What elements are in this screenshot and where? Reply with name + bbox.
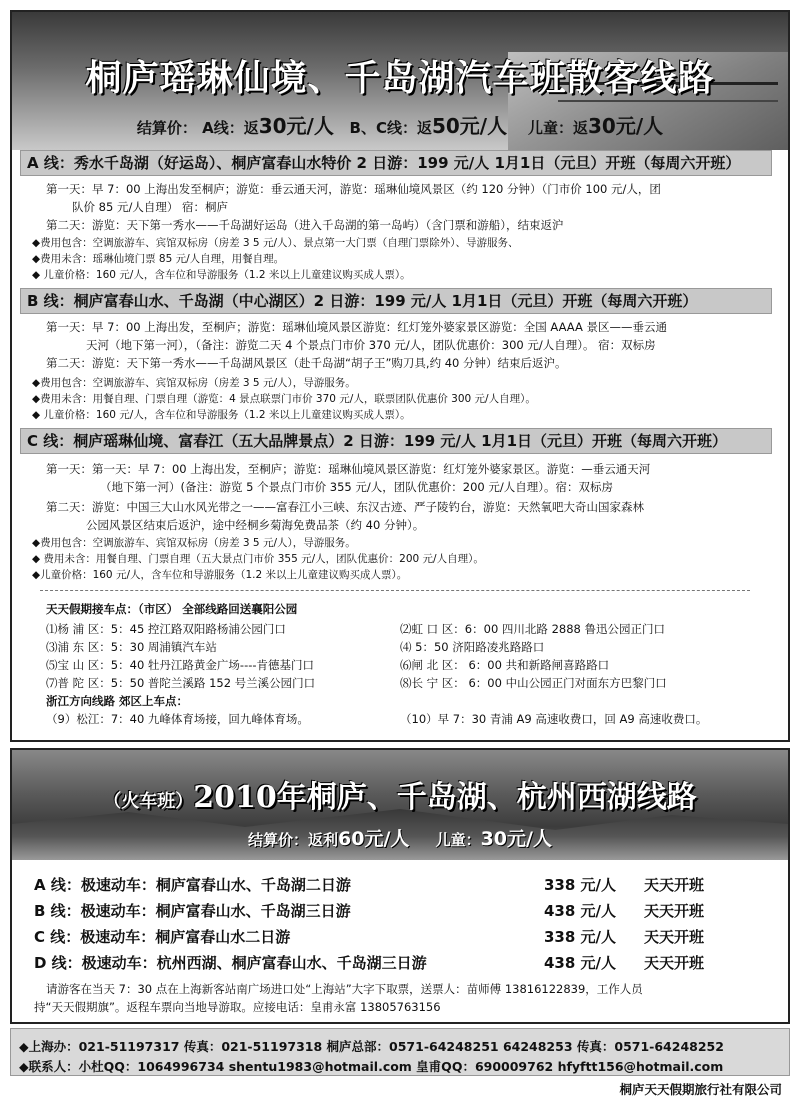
pickup-title: 天天假期接车点：（市区） 全部线路回送襄阳公园 bbox=[46, 602, 298, 616]
route-a-line: ◆费用包含：空调旅游车、宾馆双标房（房差 3 5 元/人）、景点第一大门票（自理门票除外）、导游服务、 bbox=[32, 237, 519, 249]
train-routes-price: 结算价：返利60元/人 儿童：30元/人 bbox=[248, 828, 552, 850]
train-note: 持“天天假期旗”。返程车票向当地导游取。应接电话：皇甫永富 13805763156 bbox=[34, 1000, 441, 1014]
train-route-row: B 线：极速动车：桐庐富春山水、千岛湖三日游 438 元/人 天天开班 bbox=[34, 902, 705, 920]
route-c-line: 第一天：第一天：早 7：00 上海出发，至桐庐；游览：瑶琳仙境风景区游览：红灯笼外婆家景区。游览：—垂云通天河 bbox=[46, 462, 651, 476]
section-divider bbox=[40, 590, 750, 591]
train-route-row: C 线：极速动车：桐庐富春山水二日游 338 元/人 天天开班 bbox=[34, 928, 705, 946]
pickup-point: ⑵虹 口 区：6：00 四川北路 2888 鲁迅公园正门口 bbox=[400, 622, 665, 636]
route-b-line: 第一天：早 7：00 上海出发，至桐庐；游览：瑶琳仙境风景区游览：红灯笼外婆家景区游览：全国 AAAA 景区——垂云通 bbox=[46, 320, 667, 334]
pickup-point: （10）早 7：30 青浦 A9 高速收费口，回 A9 高速收费口。 bbox=[400, 712, 708, 726]
pickup-point: ⑶浦 东 区：5：30 周浦镇汽车站 bbox=[46, 640, 217, 654]
pickup-point: ⑴杨 浦 区：5：45 控江路双阳路杨浦公园门口 bbox=[46, 622, 286, 636]
pickup-point: ⑹闸 北 区： 6：00 共和新路闸喜路路口 bbox=[400, 658, 610, 672]
route-a-line: 第二天：游览：天下第一秀水——千岛湖好运岛（进入千岛湖的第一岛屿）（含门票和游船），结束返沪 bbox=[46, 218, 564, 232]
train-route-row: A 线：极速动车：桐庐富春山水、千岛湖二日游 338 元/人 天天开班 bbox=[34, 876, 705, 894]
bus-routes-price: 结算价： A线：返30元/人 B、C线：返50元/人 儿童：返30元/人 bbox=[136, 114, 664, 138]
pickup-point: ⑺普 陀 区：5：50 普陀兰溪路 152 号兰溪公园门口 bbox=[46, 676, 316, 690]
contact-person-line: ◆联系人：小杜QQ：1064996734 shentu1983@hotmail.com 皇甫QQ：690009762 hfyftt156@hotmail.com bbox=[19, 1059, 724, 1074]
route-b-line: 天河（地下第一河），（备注：游览二天 4 个景点门市价 370 元/人，团队优惠价：300 元/人自理）。 宿：双标房 bbox=[86, 338, 656, 352]
train-routes-banner bbox=[12, 750, 788, 860]
route-a-line: 队价 85 元/人自理） 宿：桐庐 bbox=[72, 200, 228, 214]
train-route-row: D 线：极速动车：杭州西湖、桐庐富春山水、千岛湖三日游 438 元/人 天天开班 bbox=[34, 954, 705, 972]
route-a-line: 第一天：早 7：00 上海出发至桐庐；游览：垂云通天河，游览：瑶琳仙境风景区（约 120 分钟）（门市价 100 元/人，团 bbox=[46, 182, 661, 196]
bus-routes-title: 桐庐瑶琳仙境、千岛湖汽车班散客线路 bbox=[85, 57, 715, 99]
route-c-line: ◆儿童价格：160 元/人，含车位和导游服务（1.2 米以上儿童建议购买成人票）。 bbox=[32, 569, 408, 581]
pickup-point: ⑷ 5：50 济阳路凌兆路路口 bbox=[400, 640, 545, 654]
pickup-point: ⑻长 宁 区： 6：00 中山公园正门对面东方巴黎门口 bbox=[400, 676, 667, 690]
contact-footer bbox=[10, 1028, 790, 1076]
route-c-heading: C 线：桐庐瑶琳仙境、富春江（五大品牌景点）2 日游：199 元/人 1月1日（元旦）开班（每周六开班） bbox=[20, 428, 772, 454]
route-a-line: ◆费用未含：瑶琳仙境门票 85 元/人自理，用餐自理。 bbox=[32, 253, 285, 265]
bus-routes-banner bbox=[12, 12, 788, 150]
route-c-line: ◆费用包含：空调旅游车、宾馆双标房（房差 3 5 元/人），导游服务。 bbox=[32, 537, 356, 549]
route-a-line: ◆ 儿童价格：160 元/人，含车位和导游服务（1.2 米以上儿童建议购买成人票）。 bbox=[32, 269, 411, 281]
route-b-line: ◆费用包含：空调旅游车、宾馆双标房（房差 3 5 元/人），导游服务。 bbox=[32, 377, 356, 389]
route-b-line: 第二天：游览：天下第一秀水——千岛湖风景区（赴千岛湖“胡子王”购刀具,约 40 分钟）结束后返沪。 bbox=[46, 356, 567, 370]
route-b-line: ◆费用未含：用餐自理、门票自理（游览：4 景点联票门市价 370 元/人，联票团队优惠价 300 元/人自理）。 bbox=[32, 393, 536, 405]
route-b-heading: B 线：桐庐富春山水、千岛湖（中心湖区）2 日游：199 元/人 1月1日（元旦）开班（每周六开班） bbox=[20, 288, 772, 314]
route-c-line: ◆ 费用未含：用餐自理、门票自理（五大景点门市价 355 元/人，团队优惠价：200 元/人自理）。 bbox=[32, 553, 484, 565]
route-a-heading: A 线：秀水千岛湖（好运岛）、桐庐富春山水特价 2 日游：199 元/人 1月1日（元旦）开班（每周六开班） bbox=[20, 150, 772, 176]
train-note: 请游客在当天 7：30 点在上海新客站南广场进口处“上海站”大字下取票，送票人：苗师傅 13816122839，工作人员 bbox=[46, 982, 643, 996]
zhejiang-pickup-title: 浙江方向线路 郊区上车点： bbox=[46, 694, 189, 708]
route-c-line: 公园风景区结束后返沪，途中经桐乡菊海免费品茶（约 40 分钟）。 bbox=[86, 518, 425, 532]
company-name: 桐庐天天假期旅行社有限公司 bbox=[619, 1082, 782, 1097]
route-b-line: ◆ 儿童价格：160 元/人，含车位和导游服务（1.2 米以上儿童建议购买成人票）。 bbox=[32, 409, 411, 421]
route-c-line: 第二天：游览：中国三大山水风光带之一——富春江小三峡、东汉古迹、严子陵钓台，游览：天然氧吧大奇山国家森林 bbox=[46, 500, 644, 514]
contact-phone-line: ◆上海办：021-51197317 传真：021-51197318 桐庐总部：0571-64248251 64248253 传真：0571-64248252 bbox=[19, 1039, 724, 1054]
pickup-point: （9）松江：7：40 九峰体育场接，回九峰体育场。 bbox=[46, 712, 309, 726]
train-routes-title: （火车班）2010年桐庐、千岛湖、杭州西湖线路 bbox=[103, 780, 697, 815]
pickup-point: ⑸宝 山 区：5：40 牡丹江路黄金广场----肯德基门口 bbox=[46, 658, 315, 672]
route-c-line: （地下第一河）(备注：游览 5 个景点门市价 355 元/人，团队优惠价：200 元/人自理）。宿：双标房 bbox=[100, 480, 613, 494]
